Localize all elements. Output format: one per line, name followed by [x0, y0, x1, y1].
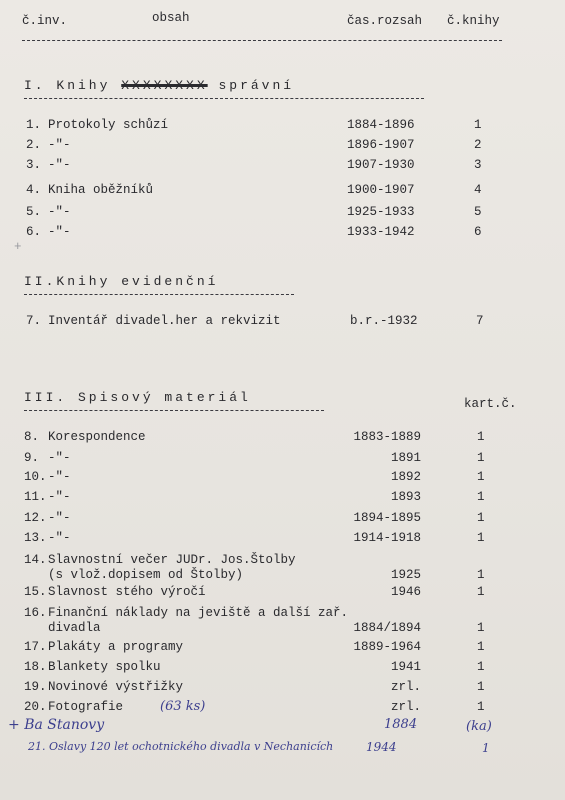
- section-3-rule: [24, 410, 324, 411]
- row-number: 13.: [24, 531, 47, 545]
- row-book-number: 7: [476, 314, 484, 328]
- row-date-range: 1894-1895: [353, 511, 421, 525]
- row-book-number: 2: [474, 138, 482, 152]
- row-number: 3.: [26, 158, 42, 172]
- col-header-box: kart.č.: [464, 397, 517, 411]
- row-title: Kniha oběžníků: [48, 183, 154, 197]
- row-title: -"-: [48, 225, 71, 239]
- row-title: Inventář divadel.her a rekvizit: [48, 314, 281, 328]
- section-1-title: I. Knihy XXXXXXXX správní: [24, 78, 295, 93]
- row-number: 10.: [24, 470, 47, 484]
- handwritten-row-22-range: 1944: [366, 740, 397, 754]
- handwritten-row-21-title: + Ba Stanovy: [8, 717, 105, 733]
- row-number: 11.: [24, 490, 47, 504]
- col-header-inv: č.inv.: [22, 14, 68, 28]
- section-2-title: II.Knihy evidenční: [24, 274, 219, 289]
- row-number: 6.: [26, 225, 42, 239]
- row-title: Novinové výstřižky: [48, 680, 184, 694]
- row-title-continuation: divadla: [48, 621, 101, 635]
- row-title-continuation: (s vlož.dopisem od Štolby): [48, 568, 244, 582]
- row-title: Plakáty a programy: [48, 640, 184, 654]
- row-date-range: 1907-1930: [347, 158, 415, 172]
- row-number: 2.: [26, 138, 42, 152]
- row-date-range: 1883-1889: [353, 430, 421, 444]
- row-title: -"-: [48, 470, 71, 484]
- handwritten-row-22-title: 21. Oslavy 120 let ochotnického divadla v Nechanicích: [28, 740, 334, 753]
- row-date-range: zrl.: [390, 680, 421, 694]
- row-title: Finanční náklady na jeviště a další zař.: [48, 606, 349, 620]
- section-2-rule: [24, 294, 294, 295]
- row-book-number: 1: [477, 700, 485, 714]
- row-title: -"-: [48, 158, 71, 172]
- col-header-range: čas.rozsah: [347, 14, 423, 28]
- row-book-number: 3: [474, 158, 482, 172]
- row-date-range: 1925-1933: [347, 205, 415, 219]
- row-date-range: 1884-1896: [347, 118, 415, 132]
- row-number: 19.: [24, 680, 47, 694]
- row-title: -"-: [48, 138, 71, 152]
- handwritten-count-note: (63 ks): [160, 699, 206, 714]
- row-book-number: 1: [474, 118, 482, 132]
- row-date-range: 1884/1894: [353, 621, 421, 635]
- row-number: 14.: [24, 553, 47, 567]
- row-book-number: 1: [477, 660, 485, 674]
- row-date-range: 1891: [390, 451, 421, 465]
- row-book-number: 1: [477, 585, 485, 599]
- row-date-range: 1893: [390, 490, 421, 504]
- row-book-number: 5: [474, 205, 482, 219]
- row-date-range: b.r.-1932: [350, 314, 418, 328]
- row-date-range: 1925: [390, 568, 421, 582]
- pencil-plus-mark: +: [14, 240, 22, 254]
- handwritten-row-21-box: (ka): [466, 719, 492, 734]
- row-book-number: 1: [477, 490, 485, 504]
- row-date-range: zrl.: [390, 700, 421, 714]
- row-date-range: 1946: [390, 585, 421, 599]
- header-rule: [22, 40, 502, 41]
- row-number: 7.: [26, 314, 42, 328]
- row-book-number: 1: [477, 680, 485, 694]
- row-book-number: 1: [477, 531, 485, 545]
- row-date-range: 1896-1907: [347, 138, 415, 152]
- row-title: -"-: [48, 511, 71, 525]
- row-number: 16.: [24, 606, 47, 620]
- row-title: -"-: [48, 205, 71, 219]
- row-number: 17.: [24, 640, 47, 654]
- row-date-range: 1933-1942: [347, 225, 415, 239]
- row-number: 12.: [24, 511, 47, 525]
- handwritten-row-21-range: 1884: [384, 717, 418, 732]
- section-1-rule: [24, 98, 424, 99]
- row-book-number: 4: [474, 183, 482, 197]
- row-number: 18.: [24, 660, 47, 674]
- row-number: 5.: [26, 205, 42, 219]
- row-number: 1.: [26, 118, 42, 132]
- row-book-number: 6: [474, 225, 482, 239]
- row-date-range: 1892: [390, 470, 421, 484]
- col-header-content: obsah: [152, 11, 190, 25]
- row-book-number: 1: [477, 568, 485, 582]
- row-date-range: 1900-1907: [347, 183, 415, 197]
- row-title: Protokoly schůzí: [48, 118, 169, 132]
- row-number: 4.: [26, 183, 42, 197]
- row-number: 9.: [24, 451, 40, 465]
- row-date-range: 1889-1964: [353, 640, 421, 654]
- row-number: 8.: [24, 430, 40, 444]
- row-book-number: 1: [477, 451, 485, 465]
- row-title: -"-: [48, 451, 71, 465]
- row-title: Fotografie: [48, 700, 124, 714]
- section-3-title: III. Spisový materiál: [24, 390, 251, 405]
- row-title: Blankety spolku: [48, 660, 161, 674]
- row-date-range: 1941: [390, 660, 421, 674]
- row-title: Korespondence: [48, 430, 146, 444]
- row-number: 20.: [24, 700, 47, 714]
- col-header-book: č.knihy: [447, 14, 500, 28]
- row-title: Slavnost stého výročí: [48, 585, 206, 599]
- row-title: -"-: [48, 531, 71, 545]
- row-book-number: 1: [477, 511, 485, 525]
- row-number: 15.: [24, 585, 47, 599]
- row-book-number: 1: [477, 470, 485, 484]
- handwritten-row-22-box: 1: [482, 741, 490, 755]
- row-book-number: 1: [477, 430, 485, 444]
- row-book-number: 1: [477, 621, 485, 635]
- row-date-range: 1914-1918: [353, 531, 421, 545]
- row-title: -"-: [48, 490, 71, 504]
- row-book-number: 1: [477, 640, 485, 654]
- row-title: Slavnostní večer JUDr. Jos.Štolby: [48, 553, 296, 567]
